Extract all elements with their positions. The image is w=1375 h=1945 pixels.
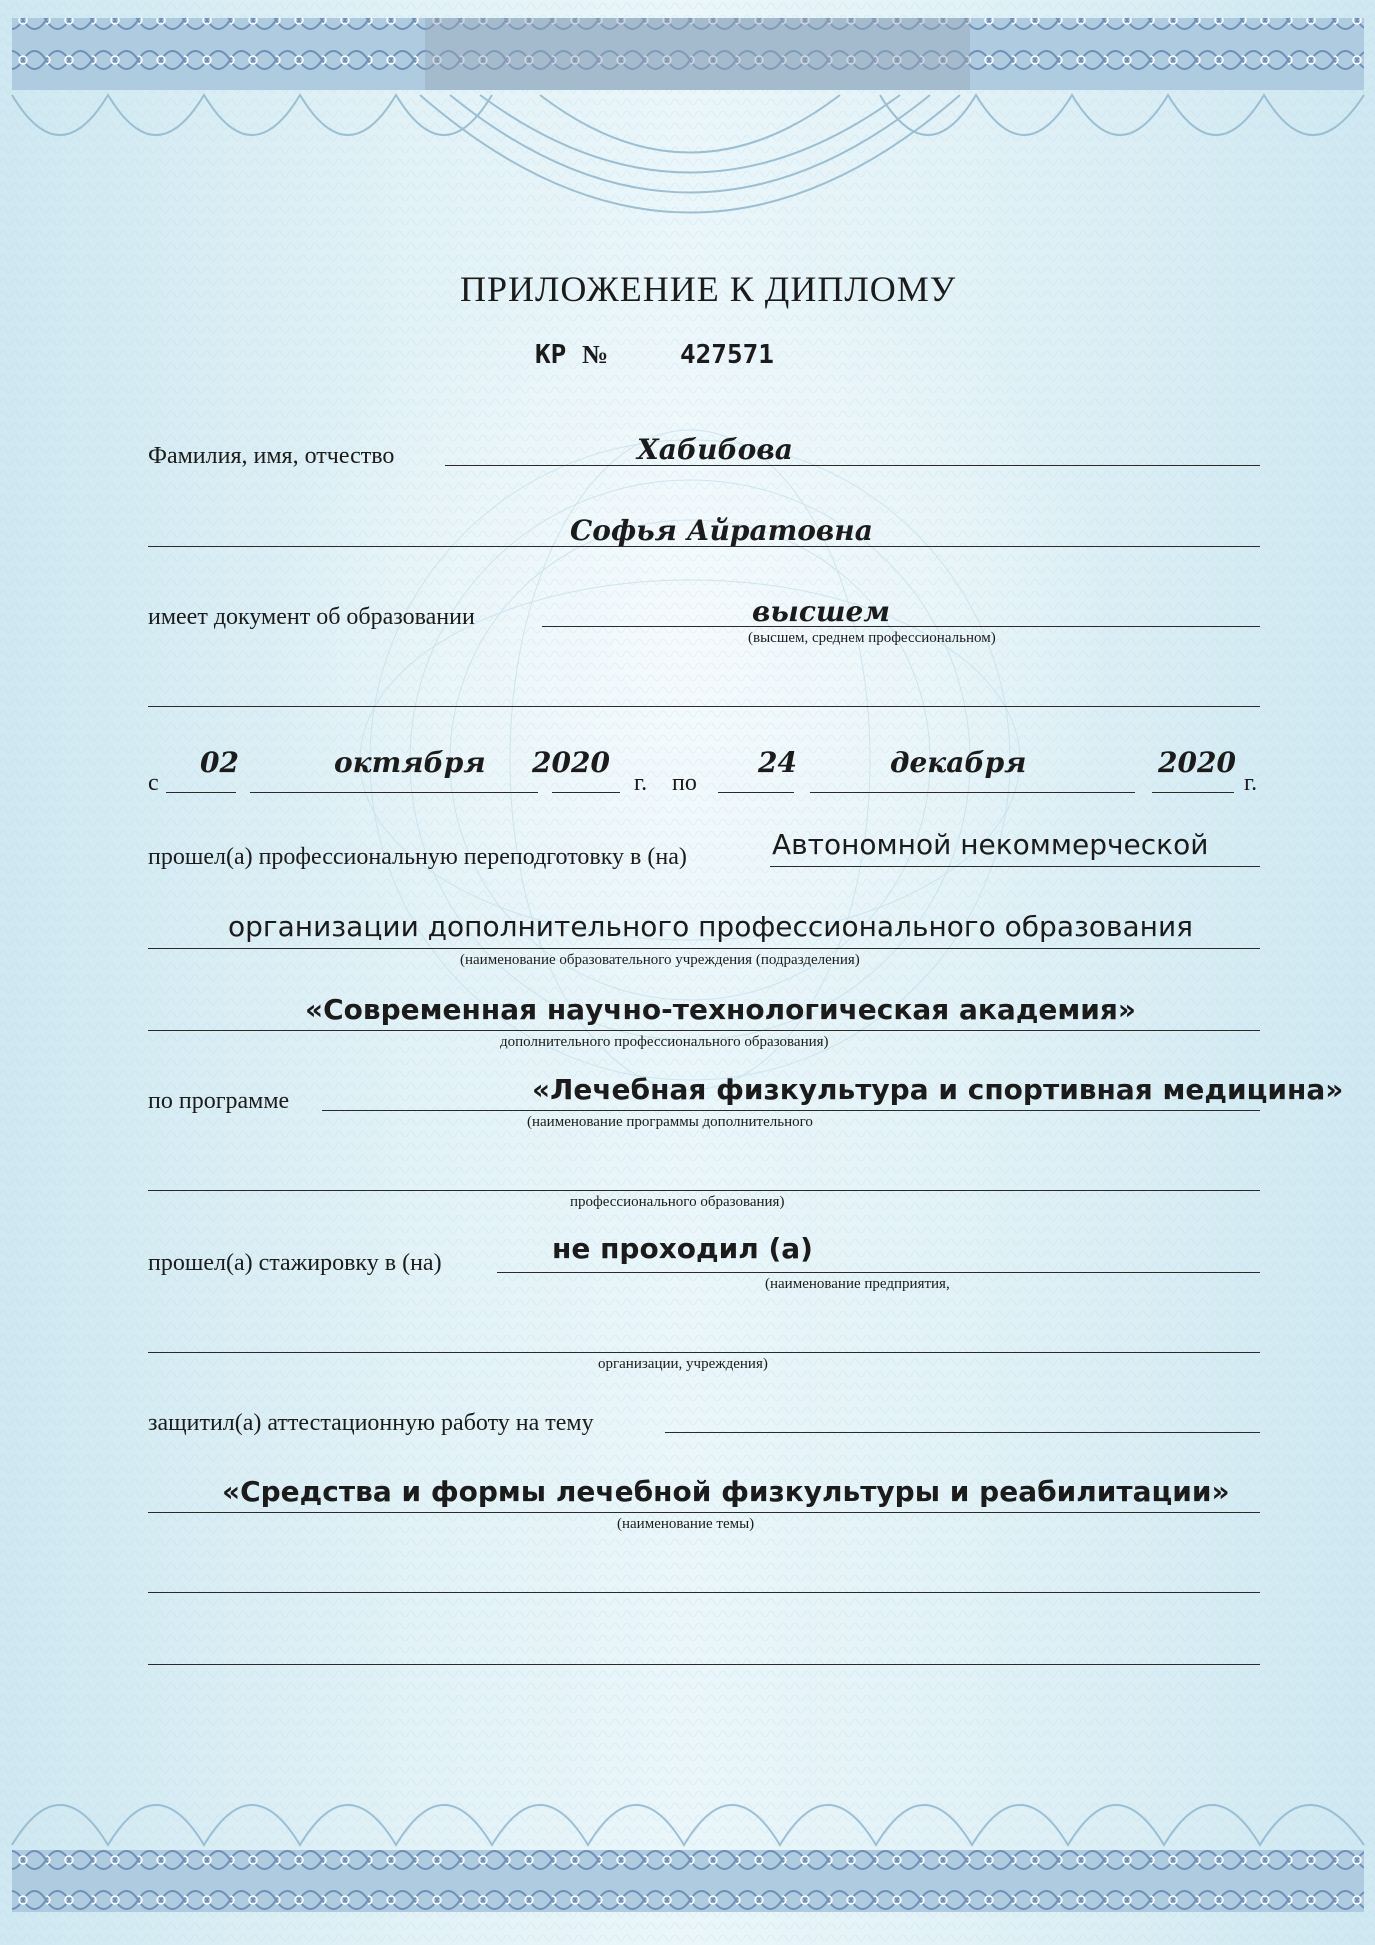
bottom-border-band <box>12 1850 1364 1912</box>
period-from-prefix: с <box>148 770 159 796</box>
from-year-line <box>552 792 620 793</box>
to-year-line <box>1152 792 1234 793</box>
from-month-value: октября <box>334 746 486 779</box>
education-line <box>542 626 1260 627</box>
program-hint-1: (наименование программы дополнительного <box>527 1114 813 1130</box>
full-name-label: Фамилия, имя, отчество <box>148 443 395 469</box>
internship-line-2 <box>148 1352 1260 1353</box>
institution-label: прошел(а) профессиональную переподготовку в (на) <box>148 844 687 870</box>
institution-line-1 <box>770 866 1260 867</box>
name-patronymic-value: Софья Айратовна <box>570 514 873 547</box>
institution-value-2: организации дополнительного профессионального образования <box>228 910 1194 943</box>
thesis-line <box>148 1512 1260 1513</box>
to-year-suffix: г. <box>1244 770 1258 796</box>
number-sign: № <box>582 340 609 369</box>
thesis-value: «Средства и формы лечебной физкультуры и реабилитации» <box>222 1475 1230 1508</box>
program-hint-2: профессионального образования) <box>570 1194 785 1210</box>
internship-hint-2: организации, учреждения) <box>598 1356 768 1372</box>
period-to-prefix: по <box>672 770 697 796</box>
program-line <box>322 1110 1260 1111</box>
from-day-value: 02 <box>200 746 239 779</box>
internship-label: прошел(а) стажировку в (на) <box>148 1250 442 1276</box>
program-label: по программе <box>148 1088 290 1114</box>
education-extra-line <box>148 706 1260 707</box>
education-hint: (высшем, среднем профессиональном) <box>748 630 996 646</box>
to-month-value: декабря <box>890 746 1027 779</box>
institution-hint-2: дополнительного профессионального образования) <box>500 1034 829 1050</box>
full-name-line <box>445 465 1260 466</box>
to-day-value: 24 <box>758 746 797 779</box>
internship-line <box>497 1272 1260 1273</box>
thesis-extra-line-2 <box>148 1664 1260 1665</box>
education-label: имеет документ об образовании <box>148 604 475 630</box>
thesis-label: защитил(а) аттестационную работу на тему <box>148 1410 594 1436</box>
from-year-suffix: г. <box>634 770 648 796</box>
surname-value: Хабибова <box>637 433 793 466</box>
from-month-line <box>250 792 538 793</box>
series-code: КР <box>535 340 567 370</box>
internship-hint-1: (наименование предприятия, <box>765 1276 950 1292</box>
program-line-2 <box>148 1190 1260 1191</box>
page-title: ПРИЛОЖЕНИЕ К ДИПЛОМУ <box>460 269 957 309</box>
document-number: 427571 <box>680 340 774 370</box>
to-day-line <box>718 792 794 793</box>
institution-line-2 <box>148 948 1260 949</box>
thesis-label-line <box>665 1432 1260 1433</box>
institution-hint-1: (наименование образовательного учреждения (подразделения) <box>460 952 860 968</box>
thesis-hint: (наименование темы) <box>617 1516 755 1532</box>
to-month-line <box>810 792 1135 793</box>
institution-value-3: «Современная научно-технологическая академия» <box>305 993 1136 1026</box>
institution-line-3 <box>148 1030 1260 1031</box>
thesis-extra-line-1 <box>148 1592 1260 1593</box>
program-value: «Лечебная физкультура и спортивная медицина» <box>532 1073 1344 1106</box>
institution-value-1: Автономной некоммерческой <box>772 828 1209 861</box>
internship-value: не проходил (а) <box>552 1232 813 1265</box>
from-year-value: 2020 <box>532 746 610 779</box>
education-value: высшем <box>752 595 890 628</box>
from-day-line <box>166 792 236 793</box>
to-year-value: 2020 <box>1158 746 1236 779</box>
